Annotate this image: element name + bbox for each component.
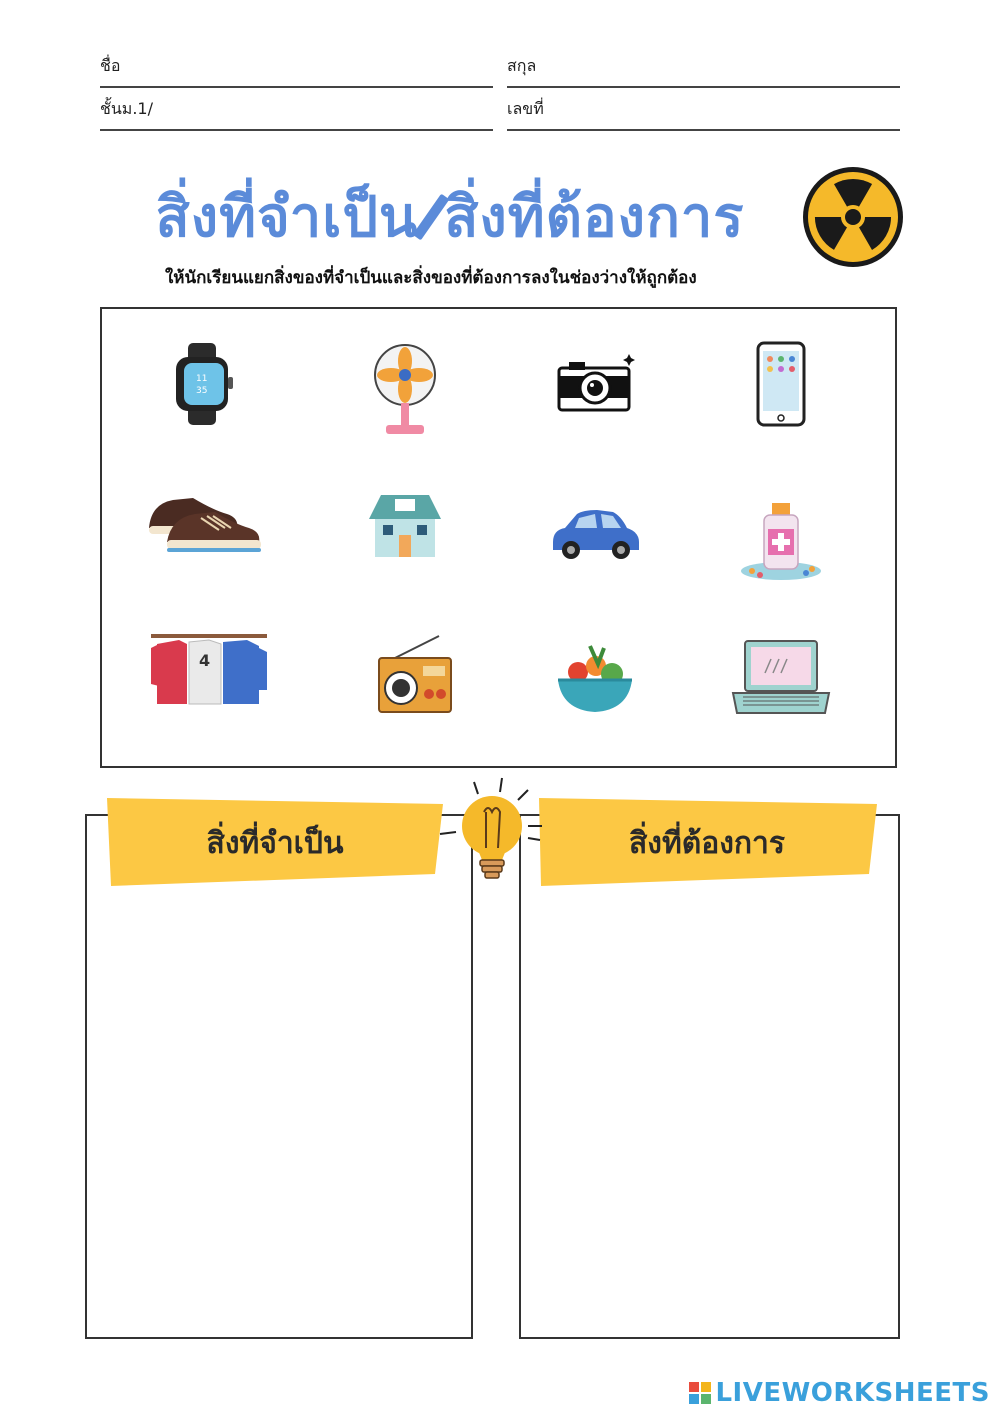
brand-logo [689, 1378, 990, 1408]
electric-fan-icon [370, 343, 440, 438]
surname-label: สกุล [507, 56, 537, 75]
surname-field[interactable] [507, 86, 900, 88]
lightbulb-icon [436, 776, 546, 896]
camera-icon [555, 354, 635, 414]
brand-text: LIVEWORKSHEETS [715, 1378, 990, 1408]
medicine-icon [736, 495, 826, 585]
needs-drop-zone[interactable] [85, 814, 473, 1339]
svg-text:4: 4 [199, 651, 211, 670]
number-label: เลขที่ [507, 99, 544, 118]
wants-label: สิ่งที่ต้องการ [628, 825, 785, 861]
svg-text:35: 35 [196, 386, 208, 396]
wants-banner [537, 798, 877, 888]
vegetable-bowl-icon [550, 636, 640, 716]
item-medicine[interactable] [716, 490, 846, 590]
number-field[interactable] [507, 129, 900, 131]
car-icon [547, 504, 643, 564]
radio-icon [375, 634, 455, 714]
item-laptop[interactable] [716, 628, 846, 728]
needs-label: สิ่งที่จำเป็น [206, 825, 344, 861]
svg-text:11: 11 [196, 374, 208, 384]
smartphone-icon [756, 341, 806, 427]
instruction-text: ให้นักเรียนแยกสิ่งของที่จำเป็นและสิ่งของที่ต้องการลงในช่องว่างให้ถูกต้อง [165, 268, 697, 288]
needs-banner [105, 798, 445, 888]
page-title [100, 172, 800, 261]
item-clothes-rack[interactable] [144, 620, 274, 720]
item-sneakers[interactable] [138, 474, 268, 574]
item-camera[interactable] [530, 334, 660, 434]
brand-cubes-icon [689, 1382, 711, 1404]
item-car[interactable] [530, 484, 660, 584]
item-vegetable-bowl[interactable] [530, 626, 660, 726]
item-electric-fan[interactable] [340, 340, 470, 440]
clothes-rack-icon [147, 630, 271, 710]
wants-drop-zone[interactable] [519, 814, 900, 1339]
title-needs: สิ่งที่จำเป็น [155, 185, 419, 250]
smartwatch-icon [158, 339, 248, 429]
house-icon [365, 489, 445, 559]
name-label: ชื่อ [100, 56, 121, 75]
item-radio[interactable] [350, 624, 480, 724]
laptop-icon [729, 635, 833, 721]
name-field[interactable] [100, 86, 493, 88]
item-house[interactable] [340, 474, 470, 574]
class-label: ชั้นม.1/ [100, 99, 153, 118]
radiation-badge-icon [801, 165, 905, 269]
class-field[interactable] [100, 129, 493, 131]
title-wants: สิ่งที่ต้องการ [444, 185, 745, 250]
sneakers-icon [143, 484, 263, 564]
item-smartwatch[interactable] [138, 334, 268, 434]
item-smartphone[interactable] [716, 334, 846, 434]
